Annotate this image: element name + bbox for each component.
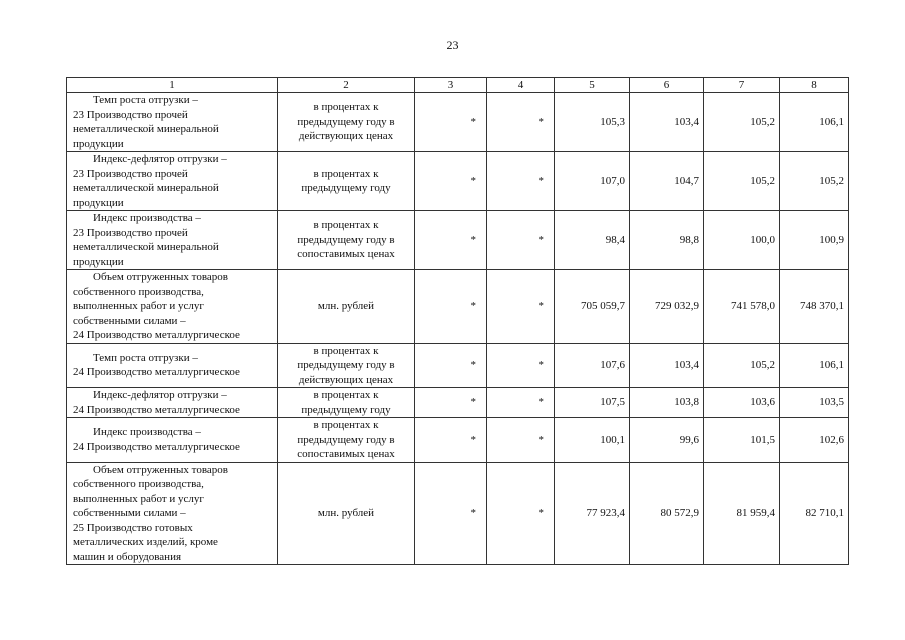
value-cell: 107,5: [555, 388, 630, 418]
table-row: [67, 343, 849, 388]
indicator-line: Индекс производства –: [93, 212, 201, 224]
indicator-line: 24 Производство металлургическое: [73, 403, 240, 416]
placeholder-cell: *: [415, 211, 487, 270]
placeholder-cell: *: [415, 462, 487, 565]
unit-line: млн. рублей: [317, 507, 375, 519]
table-row: [67, 388, 849, 418]
column-header: 2: [278, 78, 415, 93]
indicator-line: Индекс производства –: [93, 426, 201, 439]
indicator-line: 23 Производство прочей: [73, 167, 188, 180]
table-row: [67, 211, 849, 270]
placeholder-cell: *: [487, 343, 555, 388]
unit-cell: [278, 152, 415, 211]
placeholder-cell: *: [487, 418, 555, 463]
unit-line: предыдущему году в: [297, 233, 395, 246]
unit-line: сопоставимых ценах: [297, 448, 395, 460]
value-cell: 729 032,9: [630, 270, 704, 344]
value-cell: 104,7: [630, 152, 704, 211]
indicator-line: 23 Производство прочей: [73, 226, 188, 239]
placeholder-cell: *: [487, 388, 555, 418]
value-cell: 741 578,0: [704, 270, 780, 344]
placeholder-cell: *: [415, 270, 487, 344]
indicator-cell: [67, 211, 278, 270]
value-cell: 105,3: [555, 93, 630, 152]
value-cell: 103,4: [630, 93, 704, 152]
placeholder-cell: *: [415, 343, 487, 388]
placeholder-cell: *: [487, 152, 555, 211]
indicator-line: Индекс-дефлятор отгрузки –: [93, 153, 227, 165]
indicator-cell: [67, 462, 278, 565]
data-table: [66, 77, 849, 565]
value-cell: 105,2: [704, 343, 780, 388]
indicator-line: 24 Производство металлургическое: [73, 366, 240, 379]
placeholder-cell: *: [415, 152, 487, 211]
indicator-line: продукции: [73, 196, 124, 209]
value-cell: 705 059,7: [555, 270, 630, 344]
indicator-line: неметаллической минеральной: [73, 182, 219, 194]
value-cell: 106,1: [780, 93, 849, 152]
unit-cell: [278, 270, 415, 344]
indicator-line: неметаллической минеральной: [73, 241, 219, 253]
column-header: 8: [780, 78, 849, 93]
value-cell: 103,8: [630, 388, 704, 418]
indicator-line: Темп роста отгрузки –: [93, 94, 198, 106]
indicator-line: выполненных работ и услуг: [73, 300, 204, 312]
value-cell: 103,5: [780, 388, 849, 418]
value-cell: 80 572,9: [630, 462, 704, 565]
indicator-line: продукции: [73, 137, 124, 150]
value-cell: 748 370,1: [780, 270, 849, 344]
indicator-line: собственными силами –: [73, 314, 186, 327]
indicator-line: 23 Производство прочей: [73, 108, 188, 121]
table-row: [67, 270, 849, 344]
indicator-line: неметаллической минеральной: [73, 123, 219, 135]
page-number: 23: [446, 38, 459, 52]
value-cell: 105,2: [704, 152, 780, 211]
unit-cell: [278, 462, 415, 565]
value-cell: 102,6: [780, 418, 849, 463]
value-cell: 101,5: [704, 418, 780, 463]
column-header: 5: [555, 78, 630, 93]
indicator-line: продукции: [73, 255, 124, 268]
unit-cell: [278, 418, 415, 463]
value-cell: 105,2: [704, 93, 780, 152]
header-row: [67, 78, 849, 93]
indicator-cell: [67, 388, 278, 418]
unit-line: в процентах к: [313, 419, 379, 431]
value-cell: 103,4: [630, 343, 704, 388]
unit-line: действующих ценах: [298, 130, 394, 143]
value-cell: 100,1: [555, 418, 630, 463]
unit-line: сопоставимых ценах: [297, 248, 395, 261]
value-cell: 98,4: [555, 211, 630, 270]
column-header: 4: [487, 78, 555, 93]
indicator-line: 24 Производство металлургическое: [73, 329, 240, 341]
indicator-line: 24 Производство металлургическое: [73, 440, 240, 453]
unit-line: млн. рублей: [317, 300, 375, 312]
indicator-line: Объем отгруженных товаров: [93, 271, 228, 283]
placeholder-cell: *: [487, 211, 555, 270]
unit-line: в процентах к: [313, 219, 379, 232]
placeholder-cell: *: [415, 93, 487, 152]
column-header: 3: [415, 78, 487, 93]
column-header: 1: [67, 78, 278, 93]
unit-line: предыдущему году: [301, 182, 391, 194]
unit-line: в процентах к: [313, 389, 379, 401]
value-cell: 103,6: [704, 388, 780, 418]
table-row: [67, 93, 849, 152]
unit-line: предыдущему году: [301, 403, 391, 416]
placeholder-cell: *: [487, 462, 555, 565]
placeholder-cell: *: [415, 418, 487, 463]
indicator-cell: [67, 93, 278, 152]
indicator-line: машин и оборудования: [73, 550, 182, 563]
indicator-line: Индекс-дефлятор отгрузки –: [93, 389, 227, 401]
indicator-line: Объем отгруженных товаров: [93, 463, 228, 476]
value-cell: 82 710,1: [780, 462, 849, 565]
value-cell: 81 959,4: [704, 462, 780, 565]
column-header: 7: [704, 78, 780, 93]
indicator-line: собственного производства,: [73, 285, 204, 298]
indicator-cell: [67, 343, 278, 388]
placeholder-cell: *: [415, 388, 487, 418]
indicator-cell: [67, 418, 278, 463]
column-header: 6: [630, 78, 704, 93]
indicator-line: выполненных работ и услуг: [73, 492, 204, 505]
indicator-line: собственными силами –: [73, 507, 186, 519]
value-cell: 107,6: [555, 343, 630, 388]
placeholder-cell: *: [487, 270, 555, 344]
indicator-cell: [67, 270, 278, 344]
indicator-line: металлических изделий, кроме: [73, 536, 218, 548]
value-cell: 107,0: [555, 152, 630, 211]
table-row: [67, 152, 849, 211]
unit-line: в процентах к: [313, 101, 379, 114]
unit-line: действующих ценах: [298, 373, 394, 386]
value-cell: 100,9: [780, 211, 849, 270]
value-cell: 77 923,4: [555, 462, 630, 565]
unit-cell: [278, 211, 415, 270]
placeholder-cell: *: [487, 93, 555, 152]
value-cell: 100,0: [704, 211, 780, 270]
indicator-line: Темп роста отгрузки –: [93, 351, 198, 364]
indicator-line: 25 Производство готовых: [73, 521, 193, 534]
unit-line: предыдущему году в: [297, 115, 395, 128]
unit-line: предыдущему году в: [297, 359, 395, 371]
value-cell: 105,2: [780, 152, 849, 211]
unit-cell: [278, 388, 415, 418]
value-cell: 98,8: [630, 211, 704, 270]
unit-line: в процентах к: [313, 344, 379, 357]
indicator-cell: [67, 152, 278, 211]
value-cell: 106,1: [780, 343, 849, 388]
unit-line: в процентах к: [313, 167, 379, 180]
value-cell: 99,6: [630, 418, 704, 463]
unit-cell: [278, 343, 415, 388]
unit-cell: [278, 93, 415, 152]
unit-line: предыдущему году в: [297, 433, 395, 446]
table-row: [67, 418, 849, 463]
table-row: [67, 462, 849, 565]
indicator-line: собственного производства,: [73, 478, 204, 490]
